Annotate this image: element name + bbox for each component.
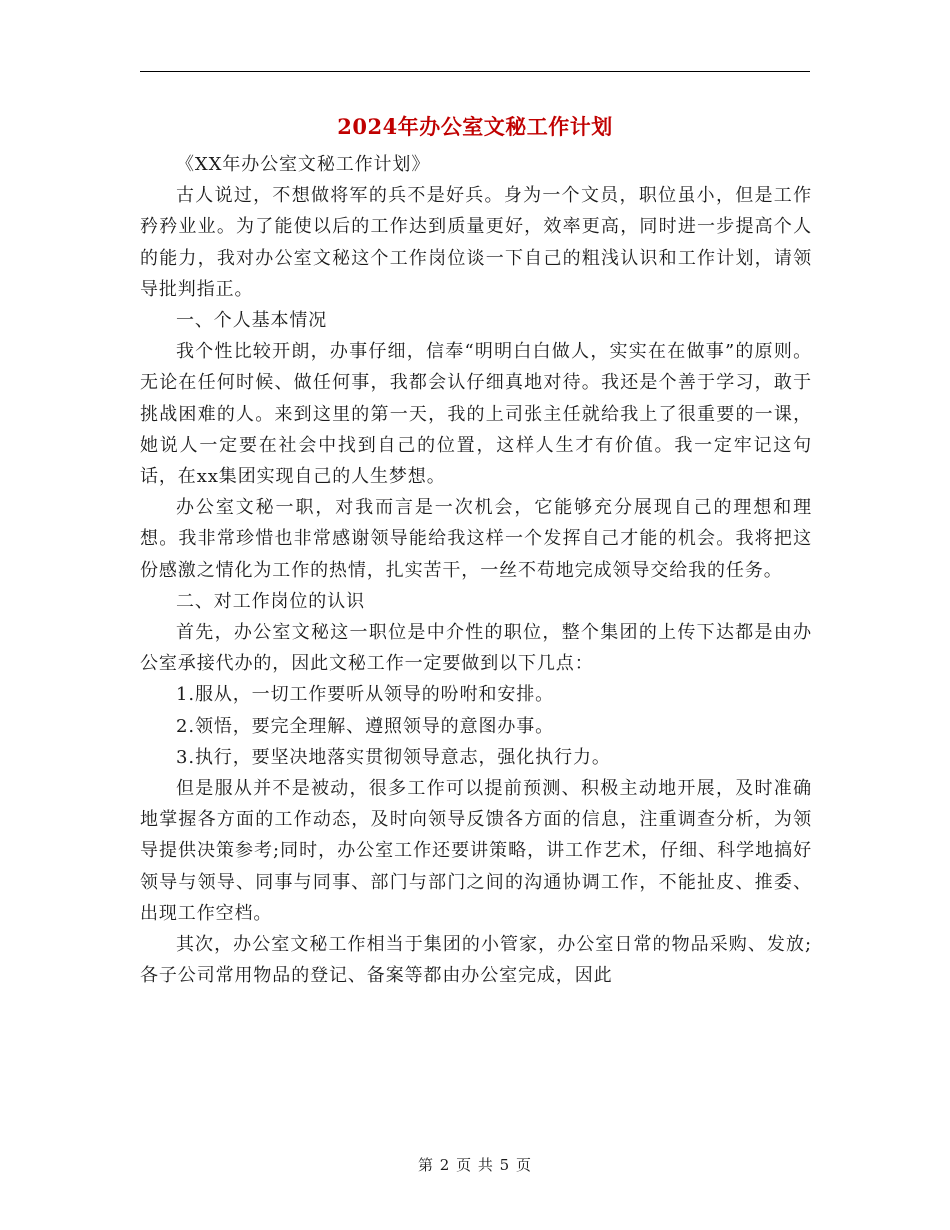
paragraph-role-second: 其次，办公室文秘工作相当于集团的小管家，办公室日常的物品采购、发放;各子公司常用物品的登记、备案等都由办公室完成，因此 <box>140 934 812 987</box>
section-heading-role: 二、对工作岗位的认识 <box>176 590 365 612</box>
list-item-execute: 3.执行，要坚决地落实贯彻领导意志，强化执行力。 <box>176 746 611 768</box>
paragraph-role-first: 首先，办公室文秘这一职位是中介性的职位，整个集团的上传下达都是由办公室承接代办的，因此文秘工作一定要做到以下几点： <box>140 622 812 675</box>
list-item-understand: 2.领悟，要完全理解、遵照领导的意图办事。 <box>176 715 555 737</box>
list-item-obey: 1.服从，一切工作要听从领导的吩咐和安排。 <box>176 684 555 706</box>
page-number-label: 第 2 页 共 5 页 <box>418 1156 532 1174</box>
paragraph-opportunity: 办公室文秘一职，对我而言是一次机会，它能够充分展现自己的理想和理想。我非常珍惜也非常感谢领导能给我这样一个发挥自己才能的机会。我将把这份感激之情化为工作的热情，扎实苦干，一丝不苟地完成领导交给我的任务。 <box>140 497 812 581</box>
section-heading-personal: 一、个人基本情况 <box>176 310 328 332</box>
document-body <box>140 149 812 991</box>
paragraph-subtitle: 《XX年办公室文秘工作计划》 <box>176 154 431 175</box>
page-footer <box>0 1153 950 1177</box>
paragraph-intro: 古人说过，不想做将军的兵不是好兵。身为一个文员，职位虽小，但是工作矜矜业业。为了能使以后的工作达到质量更好，效率更高，同时进一步提高个人的能力，我对办公室文秘这个工作岗位谈一下自己的粗浅认识和工作计划，请领导批判指正。 <box>140 185 812 300</box>
paragraph-proactive: 但是服从并不是被动，很多工作可以提前预测、积极主动地开展，及时准确地掌握各方面的工作动态，及时向领导反馈各方面的信息，注重调查分析，为领导提供决策参考;同时，办公室工作还要讲策略，讲工作艺术，仔细、科学地搞好领导与领导、同事与同事、部门与部门之间的沟通协调工作，不能扯皮、推委、出现工作空档。 <box>140 778 812 924</box>
header-rule <box>140 71 810 72</box>
document-title: 2024年办公室文秘工作计划 <box>337 114 613 139</box>
paragraph-personal: 我个性比较开朗，办事仔细，信奉“明明白白做人，实实在在做事”的原则。无论在任何时候、做任何事，我都会认仔细真地对待。我还是个善于学习，敢于挑战困难的人。来到这里的第一天，我的上司张主任就给我上了很重要的一课，她说人一定要在社会中找到自己的位置，这样人生才有价值。我一定牢记这句话，在xx集团实现自己的人生梦想。 <box>140 341 812 488</box>
